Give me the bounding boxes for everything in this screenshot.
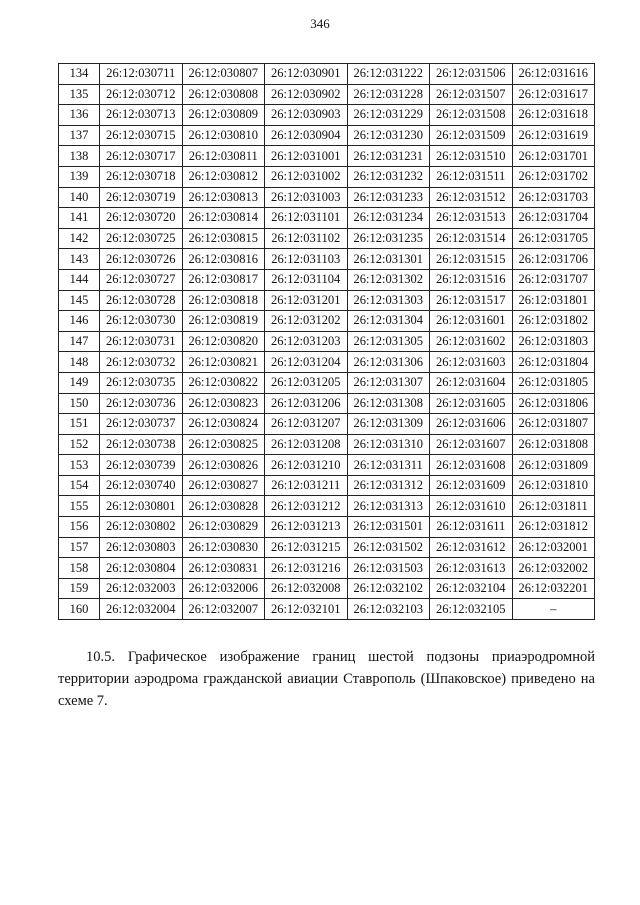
cadastral-number-cell: 26:12:030808 bbox=[182, 84, 265, 105]
cadastral-number-cell: 26:12:031511 bbox=[430, 166, 513, 187]
row-number-cell: 158 bbox=[59, 558, 100, 579]
cadastral-number-cell: 26:12:030802 bbox=[100, 517, 183, 538]
cadastral-number-cell: 26:12:031606 bbox=[430, 414, 513, 435]
cadastral-number-cell: 26:12:031502 bbox=[347, 537, 430, 558]
cadastral-number-cell: 26:12:031235 bbox=[347, 228, 430, 249]
cadastral-number-cell: 26:12:031232 bbox=[347, 166, 430, 187]
cadastral-number-cell: 26:12:032105 bbox=[430, 599, 513, 620]
row-number-cell: 141 bbox=[59, 208, 100, 229]
cadastral-number-cell: 26:12:031515 bbox=[430, 249, 513, 270]
row-number-cell: 148 bbox=[59, 352, 100, 373]
cadastral-number-cell: 26:12:031514 bbox=[430, 228, 513, 249]
cadastral-number-cell: 26:12:031611 bbox=[430, 517, 513, 538]
cadastral-number-cell: 26:12:032007 bbox=[182, 599, 265, 620]
row-number-cell: 140 bbox=[59, 187, 100, 208]
cadastral-number-cell: 26:12:030737 bbox=[100, 414, 183, 435]
cadastral-number-cell: 26:12:031303 bbox=[347, 290, 430, 311]
cadastral-number-cell: 26:12:031205 bbox=[265, 372, 348, 393]
cadastral-number-cell: 26:12:030803 bbox=[100, 537, 183, 558]
cadastral-number-cell: 26:12:031503 bbox=[347, 558, 430, 579]
table-row bbox=[59, 269, 595, 290]
row-number-cell: 151 bbox=[59, 414, 100, 435]
cadastral-number-cell: 26:12:030717 bbox=[100, 146, 183, 167]
cadastral-number-cell: 26:12:031208 bbox=[265, 434, 348, 455]
cadastral-number-cell: 26:12:030902 bbox=[265, 84, 348, 105]
cadastral-number-cell: 26:12:031812 bbox=[512, 517, 595, 538]
cadastral-number-cell: 26:12:031605 bbox=[430, 393, 513, 414]
cadastral-number-cell: 26:12:031302 bbox=[347, 269, 430, 290]
cadastral-number-cell: 26:12:030732 bbox=[100, 352, 183, 373]
cadastral-number-cell: 26:12:030815 bbox=[182, 228, 265, 249]
cadastral-number-cell: 26:12:030735 bbox=[100, 372, 183, 393]
cadastral-number-cell: 26:12:030804 bbox=[100, 558, 183, 579]
cadastral-number-cell: 26:12:030720 bbox=[100, 208, 183, 229]
cadastral-number-cell: 26:12:031207 bbox=[265, 414, 348, 435]
cadastral-number-cell: 26:12:031222 bbox=[347, 64, 430, 85]
cadastral-number-cell: 26:12:030903 bbox=[265, 105, 348, 126]
cadastral-number-cell: 26:12:031211 bbox=[265, 475, 348, 496]
cadastral-number-cell: 26:12:032101 bbox=[265, 599, 348, 620]
table-row bbox=[59, 558, 595, 579]
cadastral-number-cell: 26:12:030739 bbox=[100, 455, 183, 476]
table-row bbox=[59, 496, 595, 517]
cadastral-number-cell: 26:12:031210 bbox=[265, 455, 348, 476]
cadastral-number-cell: 26:12:032104 bbox=[430, 578, 513, 599]
cadastral-number-cell: 26:12:031215 bbox=[265, 537, 348, 558]
cadastral-number-cell: 26:12:032001 bbox=[512, 537, 595, 558]
cadastral-number-cell: 26:12:030712 bbox=[100, 84, 183, 105]
row-number-cell: 149 bbox=[59, 372, 100, 393]
cadastral-number-cell: 26:12:031616 bbox=[512, 64, 595, 85]
cadastral-number-cell: 26:12:032008 bbox=[265, 578, 348, 599]
table-row bbox=[59, 208, 595, 229]
row-number-cell: 144 bbox=[59, 269, 100, 290]
cadastral-number-cell: 26:12:031101 bbox=[265, 208, 348, 229]
cadastral-number-cell: 26:12:031809 bbox=[512, 455, 595, 476]
row-number-cell: 154 bbox=[59, 475, 100, 496]
cadastral-number-cell: 26:12:031506 bbox=[430, 64, 513, 85]
cadastral-number-cell: 26:12:031806 bbox=[512, 393, 595, 414]
cadastral-number-cell: 26:12:031201 bbox=[265, 290, 348, 311]
cadastral-number-cell: 26:12:030819 bbox=[182, 311, 265, 332]
cadastral-number-cell: 26:12:031701 bbox=[512, 146, 595, 167]
table-row bbox=[59, 352, 595, 373]
table-row bbox=[59, 455, 595, 476]
table-row bbox=[59, 228, 595, 249]
table-row bbox=[59, 311, 595, 332]
cadastral-number-cell: 26:12:030813 bbox=[182, 187, 265, 208]
cadastral-number-cell: 26:12:030730 bbox=[100, 311, 183, 332]
cadastral-number-cell: 26:12:031202 bbox=[265, 311, 348, 332]
cadastral-number-cell: 26:12:031307 bbox=[347, 372, 430, 393]
cadastral-number-cell: 26:12:031001 bbox=[265, 146, 348, 167]
cadastral-number-cell: 26:12:031610 bbox=[430, 496, 513, 517]
cadastral-number-cell: 26:12:032003 bbox=[100, 578, 183, 599]
row-number-cell: 143 bbox=[59, 249, 100, 270]
cadastral-number-cell: 26:12:030810 bbox=[182, 125, 265, 146]
page-number: 346 bbox=[310, 16, 330, 31]
cadastral-number-cell: 26:12:031508 bbox=[430, 105, 513, 126]
cadastral-number-cell: 26:12:031516 bbox=[430, 269, 513, 290]
cadastral-number-cell: 26:12:031203 bbox=[265, 331, 348, 352]
table-row bbox=[59, 331, 595, 352]
cadastral-number-cell: 26:12:031704 bbox=[512, 208, 595, 229]
row-number-cell: 138 bbox=[59, 146, 100, 167]
table-row bbox=[59, 290, 595, 311]
cadastral-number-cell: 26:12:031311 bbox=[347, 455, 430, 476]
cadastral-number-cell: 26:12:030822 bbox=[182, 372, 265, 393]
cadastral-number-cell: 26:12:030718 bbox=[100, 166, 183, 187]
table-row bbox=[59, 166, 595, 187]
cadastral-number-cell: 26:12:030817 bbox=[182, 269, 265, 290]
table-row bbox=[59, 578, 595, 599]
row-number-cell: 152 bbox=[59, 434, 100, 455]
row-number-cell: 147 bbox=[59, 331, 100, 352]
cadastral-number-cell: 26:12:030738 bbox=[100, 434, 183, 455]
cadastral-number-cell: 26:12:031229 bbox=[347, 105, 430, 126]
cadastral-number-cell: 26:12:031810 bbox=[512, 475, 595, 496]
cadastral-number-cell: 26:12:030807 bbox=[182, 64, 265, 85]
cadastral-number-cell: 26:12:030829 bbox=[182, 517, 265, 538]
cadastral-number-cell: 26:12:031313 bbox=[347, 496, 430, 517]
row-number-cell: 155 bbox=[59, 496, 100, 517]
cadastral-number-cell: 26:12:030711 bbox=[100, 64, 183, 85]
cadastral-number-cell: 26:12:031807 bbox=[512, 414, 595, 435]
cadastral-number-cell: 26:12:031703 bbox=[512, 187, 595, 208]
cadastral-number-cell: 26:12:031102 bbox=[265, 228, 348, 249]
cadastral-number-cell: 26:12:030831 bbox=[182, 558, 265, 579]
cadastral-number-cell: 26:12:031609 bbox=[430, 475, 513, 496]
row-number-cell: 145 bbox=[59, 290, 100, 311]
table-row bbox=[59, 125, 595, 146]
cadastral-number-cell: 26:12:031212 bbox=[265, 496, 348, 517]
cadastral-number-cell: 26:12:032002 bbox=[512, 558, 595, 579]
row-number-cell: 160 bbox=[59, 599, 100, 620]
cadastral-number-cell: 26:12:030812 bbox=[182, 166, 265, 187]
cadastral-number-cell: 26:12:032201 bbox=[512, 578, 595, 599]
cadastral-number-cell: 26:12:031003 bbox=[265, 187, 348, 208]
table-row bbox=[59, 475, 595, 496]
cadastral-number-cell: 26:12:030713 bbox=[100, 105, 183, 126]
cadastral-number-cell: 26:12:030727 bbox=[100, 269, 183, 290]
cadastral-number-cell: 26:12:031206 bbox=[265, 393, 348, 414]
row-number-cell: 135 bbox=[59, 84, 100, 105]
cadastral-number-cell: 26:12:031104 bbox=[265, 269, 348, 290]
cadastral-number-cell: 26:12:030901 bbox=[265, 64, 348, 85]
cadastral-number-cell: 26:12:032103 bbox=[347, 599, 430, 620]
cadastral-number-cell: 26:12:031228 bbox=[347, 84, 430, 105]
table-row bbox=[59, 599, 595, 620]
cadastral-number-cell: 26:12:031231 bbox=[347, 146, 430, 167]
cadastral-number-cell: 26:12:031309 bbox=[347, 414, 430, 435]
cadastral-number-cell: 26:12:031310 bbox=[347, 434, 430, 455]
cadastral-number-cell: 26:12:030809 bbox=[182, 105, 265, 126]
cadastral-number-cell: 26:12:032004 bbox=[100, 599, 183, 620]
cadastral-number-cell: 26:12:030736 bbox=[100, 393, 183, 414]
table-row bbox=[59, 414, 595, 435]
cadastral-number-cell: 26:12:031213 bbox=[265, 517, 348, 538]
cadastral-number-cell: 26:12:031509 bbox=[430, 125, 513, 146]
cadastral-number-cell: 26:12:031613 bbox=[430, 558, 513, 579]
cadastral-number-cell: 26:12:031312 bbox=[347, 475, 430, 496]
cadastral-number-cell: 26:12:031607 bbox=[430, 434, 513, 455]
cadastral-number-cell: 26:12:030801 bbox=[100, 496, 183, 517]
cadastral-number-cell: 26:12:031308 bbox=[347, 393, 430, 414]
cadastral-number-cell: 26:12:030816 bbox=[182, 249, 265, 270]
cadastral-number-cell: 26:12:031702 bbox=[512, 166, 595, 187]
table-row bbox=[59, 517, 595, 538]
cadastral-number-cell: 26:12:031216 bbox=[265, 558, 348, 579]
table-row bbox=[59, 393, 595, 414]
cadastral-number-cell: 26:12:030715 bbox=[100, 125, 183, 146]
cadastral-number-cell: 26:12:031617 bbox=[512, 84, 595, 105]
table-row bbox=[59, 105, 595, 126]
cadastral-number-cell: 26:12:030725 bbox=[100, 228, 183, 249]
row-number-cell: 137 bbox=[59, 125, 100, 146]
cadastral-number-cell: 26:12:030830 bbox=[182, 537, 265, 558]
table-body bbox=[59, 64, 595, 620]
cadastral-number-cell: 26:12:031301 bbox=[347, 249, 430, 270]
table-row bbox=[59, 64, 595, 85]
row-number-cell: 156 bbox=[59, 517, 100, 538]
cadastral-number-cell: 26:12:030828 bbox=[182, 496, 265, 517]
cadastral-number-cell: 26:12:031608 bbox=[430, 455, 513, 476]
cadastral-number-cell: 26:12:031204 bbox=[265, 352, 348, 373]
cadastral-number-cell: 26:12:031002 bbox=[265, 166, 348, 187]
cadastral-number-cell: 26:12:031517 bbox=[430, 290, 513, 311]
cadastral-number-cell: 26:12:030740 bbox=[100, 475, 183, 496]
table-row bbox=[59, 537, 595, 558]
table-row bbox=[59, 187, 595, 208]
cadastral-number-cell: 26:12:031619 bbox=[512, 125, 595, 146]
row-number-cell: 136 bbox=[59, 105, 100, 126]
cadastral-number-cell: 26:12:031510 bbox=[430, 146, 513, 167]
cadastral-number-cell: 26:12:031811 bbox=[512, 496, 595, 517]
row-number-cell: 150 bbox=[59, 393, 100, 414]
row-number-cell: 139 bbox=[59, 166, 100, 187]
cadastral-number-cell: 26:12:031230 bbox=[347, 125, 430, 146]
table-row bbox=[59, 434, 595, 455]
cadastral-number-cell: 26:12:030826 bbox=[182, 455, 265, 476]
cadastral-number-cell: 26:12:031305 bbox=[347, 331, 430, 352]
cadastral-number-cell: 26:12:031804 bbox=[512, 352, 595, 373]
cadastral-number-cell: 26:12:031306 bbox=[347, 352, 430, 373]
cadastral-number-cell: 26:12:031706 bbox=[512, 249, 595, 270]
cadastral-number-cell: 26:12:030825 bbox=[182, 434, 265, 455]
cadastral-number-cell: 26:12:031603 bbox=[430, 352, 513, 373]
cadastral-number-cell: 26:12:030726 bbox=[100, 249, 183, 270]
cadastral-number-cell: 26:12:031705 bbox=[512, 228, 595, 249]
cadastral-number-cell: 26:12:031234 bbox=[347, 208, 430, 229]
cadastral-number-cell: 26:12:031618 bbox=[512, 105, 595, 126]
cadastral-number-cell: 26:12:031501 bbox=[347, 517, 430, 538]
cadastral-number-cell: 26:12:030821 bbox=[182, 352, 265, 373]
cadastral-number-cell: 26:12:030728 bbox=[100, 290, 183, 311]
row-number-cell: 153 bbox=[59, 455, 100, 476]
cadastral-number-cell: 26:12:031512 bbox=[430, 187, 513, 208]
cadastral-number-cell: 26:12:031601 bbox=[430, 311, 513, 332]
cadastral-number-cell: 26:12:031802 bbox=[512, 311, 595, 332]
row-number-cell: 159 bbox=[59, 578, 100, 599]
cadastral-number-cell: 26:12:030823 bbox=[182, 393, 265, 414]
row-number-cell: 146 bbox=[59, 311, 100, 332]
cadastral-number-cell: 26:12:031803 bbox=[512, 331, 595, 352]
cadastral-number-cell: 26:12:031707 bbox=[512, 269, 595, 290]
cadastral-number-cell: 26:12:031304 bbox=[347, 311, 430, 332]
cadastral-number-cell: 26:12:031801 bbox=[512, 290, 595, 311]
paragraph-10-5: 10.5. Графическое изображение границ шестой подзоны приаэродромной территории аэродрома гражданской авиации Ставрополь (Шпаковское) приведено на схеме 7. bbox=[58, 649, 595, 709]
cadastral-number-cell: 26:12:030818 bbox=[182, 290, 265, 311]
cadastral-number-cell: 26:12:031604 bbox=[430, 372, 513, 393]
cadastral-number-cell: 26:12:031233 bbox=[347, 187, 430, 208]
cadastral-number-cell: 26:12:030904 bbox=[265, 125, 348, 146]
row-number-cell: 157 bbox=[59, 537, 100, 558]
table-row bbox=[59, 146, 595, 167]
cadastral-number-cell: 26:12:030820 bbox=[182, 331, 265, 352]
cadastral-number-cell: 26:12:030827 bbox=[182, 475, 265, 496]
table-row bbox=[59, 84, 595, 105]
row-number-cell: 142 bbox=[59, 228, 100, 249]
cadastral-number-cell: 26:12:030824 bbox=[182, 414, 265, 435]
cadastral-number-cell: – bbox=[512, 599, 595, 620]
cadastral-number-cell: 26:12:030731 bbox=[100, 331, 183, 352]
cadastral-table bbox=[58, 63, 595, 620]
cadastral-number-cell: 26:12:031808 bbox=[512, 434, 595, 455]
cadastral-number-cell: 26:12:030811 bbox=[182, 146, 265, 167]
cadastral-number-cell: 26:12:031507 bbox=[430, 84, 513, 105]
cadastral-number-cell: 26:12:030814 bbox=[182, 208, 265, 229]
table-row bbox=[59, 372, 595, 393]
cadastral-number-cell: 26:12:030719 bbox=[100, 187, 183, 208]
row-number-cell: 134 bbox=[59, 64, 100, 85]
cadastral-number-cell: 26:12:032006 bbox=[182, 578, 265, 599]
cadastral-number-cell: 26:12:031602 bbox=[430, 331, 513, 352]
cadastral-number-cell: 26:12:031103 bbox=[265, 249, 348, 270]
cadastral-number-cell: 26:12:031612 bbox=[430, 537, 513, 558]
cadastral-number-cell: 26:12:031513 bbox=[430, 208, 513, 229]
table-row bbox=[59, 249, 595, 270]
cadastral-number-cell: 26:12:032102 bbox=[347, 578, 430, 599]
cadastral-number-cell: 26:12:031805 bbox=[512, 372, 595, 393]
